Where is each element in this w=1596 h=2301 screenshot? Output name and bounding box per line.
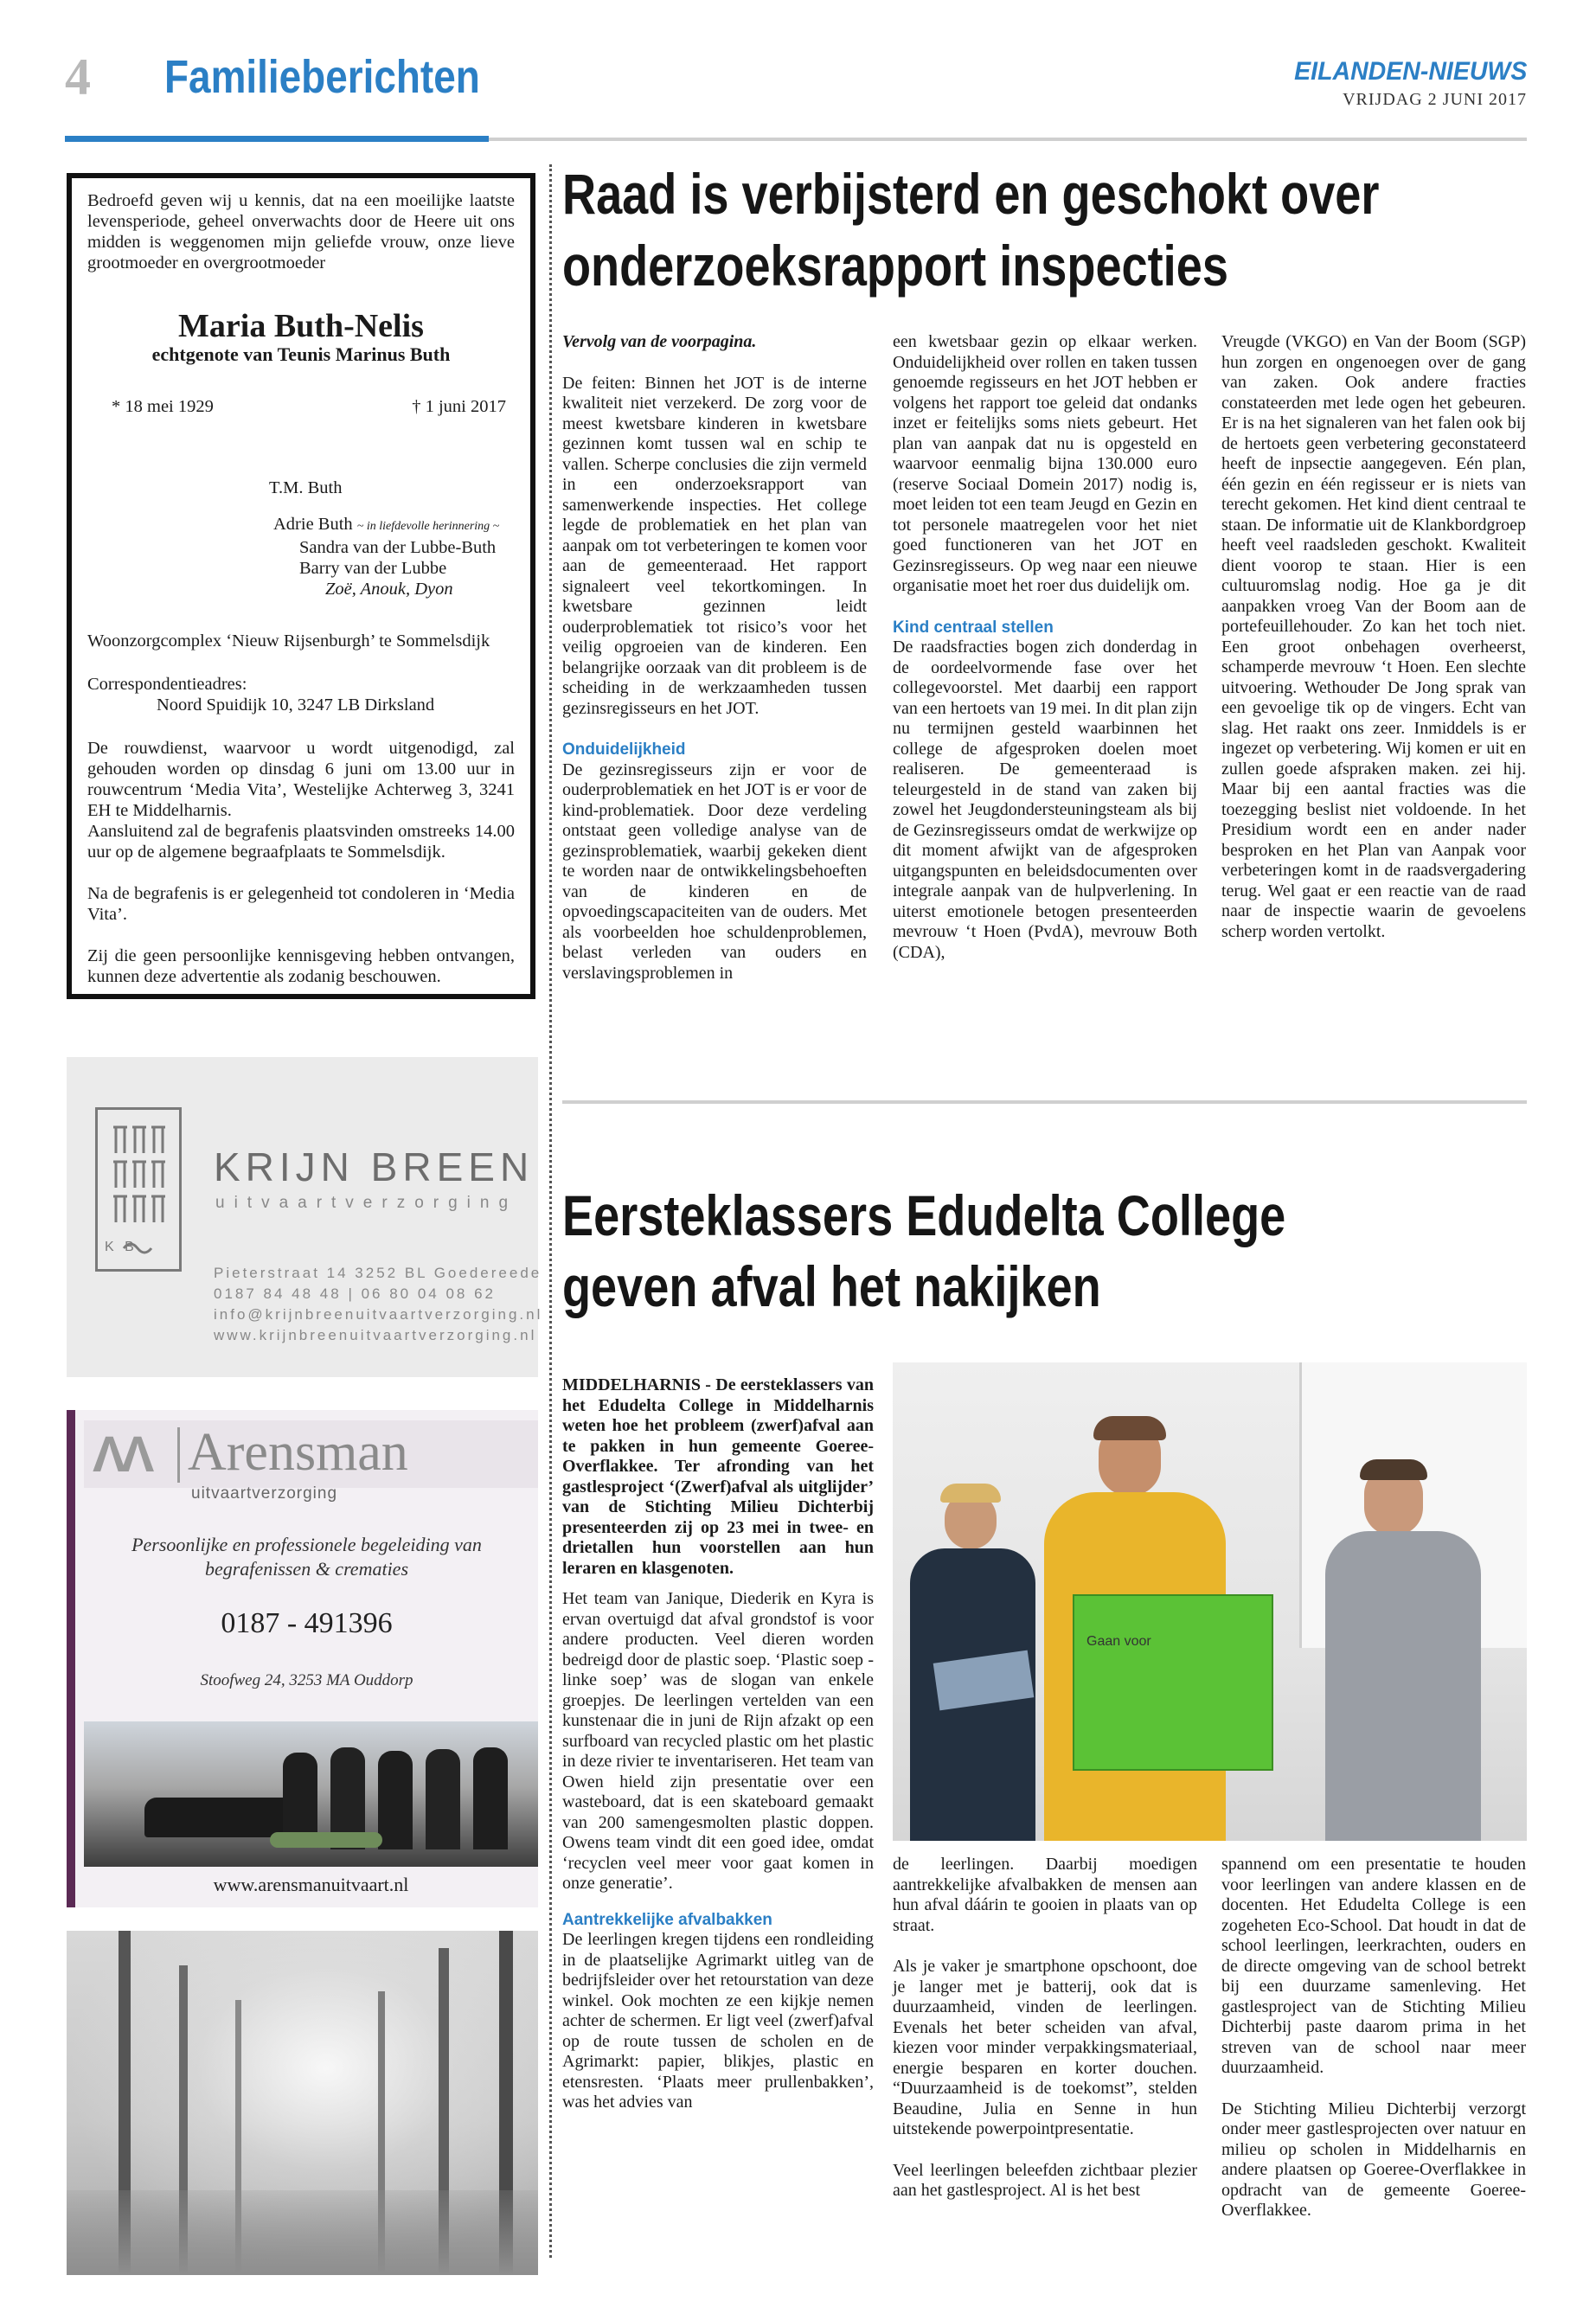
forest-floor: [67, 2190, 538, 2275]
birth-date: * 18 mei 1929: [112, 397, 214, 416]
article1-headline-line2: onderzoeksrapport inspecties: [562, 234, 1228, 298]
article1-subheading: Kind centraal stellen: [893, 618, 1054, 637]
spouse-line: echtgenote van Teunis Marinus Buth: [151, 343, 451, 365]
arensman-description: Persoonlijke en professionele begeleiding van begrafenissen & crematies: [131, 1534, 482, 1580]
ad-krijn-breen: [67, 1057, 543, 1377]
student-shirt: [1325, 1531, 1481, 1841]
article1-headline-line1: Raad is verbijsterd en geschokt over: [562, 162, 1380, 226]
arensman-phone: 0187 - 491396: [221, 1607, 393, 1639]
condolence-info: Na de begrafenis is er gelegenheid tot condoleren in ‘Media Vita’.: [87, 884, 515, 924]
article2-paragraph: Het team van Janique, Diederik en Kyra is ervan overtuigd dat afval grondstof is voor andere producten. Veel dieren worden bedreigd door de plastic soep. ‘Plastic soep - linke soep’ was de slogan van enkele groepjes. De leerlingen vertelden van een kunstenaar die in juni de Rijn afzakt op een surfboard van recycled plastic om het plastic in deze rivier te inventariseren. Het team van Owen hield zijn presentatie over een wasteboard, dat is een skateboard gemaakt van 200 samengesmolten plastic doppen. Owens team vindt dit een goed idee, omdat ‘recyclen veel meer voor gaat komen in onze generatie’.: [562, 1589, 874, 1893]
arensman-tagline: uitvaartverzorging: [191, 1484, 338, 1503]
obituary-intro: Bedroefd geven wij u kennis, dat na een moeilijke laatste levensperiode, geheel onverwachts door de Heere uit ons midden is weggenomen mijn geliefde vrouw, onze lieve grootmoeder en overgrootmoeder: [87, 191, 515, 272]
death-date: † 1 juni 2017: [412, 397, 506, 416]
family-head: T.M. Buth: [269, 478, 343, 497]
bearer-figure: [473, 1747, 508, 1849]
page-number: 4: [65, 48, 91, 106]
article2-paragraph: spannend om een presentatie te houden voor leerlingen van andere klassen en de docenten. Het Edudelta College is een zogeheten Eco-School. Dat houdt in dat de school leerlingen, leerkrachten, ouders en de directe omgeving van de school betrekt bij een duurzame samenleving. Het gastlesproject van de Stichting Milieu Dichterbij paste daarom prima in het streven van de school naar meer duurzaamheid.: [1221, 1855, 1526, 2077]
arensman-website: www.arensmanuitvaart.nl: [213, 1874, 409, 1895]
article2-column-2: [893, 1855, 1197, 2202]
header-rule: [489, 138, 1527, 141]
family-member: Sandra van der Lubbe-Buth: [299, 538, 497, 557]
article1-column-3: [1221, 332, 1526, 942]
sign-text: Gaan voor: [1086, 1634, 1151, 1649]
deceased-name: Maria Buth-Nelis: [178, 308, 424, 344]
article1-column-1: [562, 332, 867, 984]
flower-arrangement: [270, 1832, 382, 1848]
krijn-breen-website: www.krijnbreenuitvaartverzorging.nl: [214, 1327, 537, 1343]
burial-info: Aansluitend zal de begrafenis plaatsvinden omstreeks 14.00 uur op de algemene begraafplaats te Sommelsdijk.: [87, 822, 515, 862]
article-divider: [562, 1100, 1527, 1104]
article1-paragraph: een kwetsbaar gezin op elkaar werken. Onduidelijkheid over rollen en taken tussen genoemde regisseurs en het JOT hebben er volgens het rapport toe geleid dat ondanks inzet er feitelijks soms niets gebeurt. Het plan van aanpak dat nu is opgesteld en waarvoor eenmalig bijna 130.000 euro (reserve Sociaal Domein 2017) nodig is, moet leiden tot een team Jeugd en Gezin en tot personele maatregelen voor het niet goed functioneren van het JOT en Gezinsregisseurs. Op weg naar een nieuwe organisatie moet het roer dus duidelijk om.: [893, 332, 1197, 595]
logo-divider: [177, 1427, 180, 1483]
article2-column-1: [562, 1375, 874, 2113]
article2-column-3: [1221, 1855, 1526, 2221]
funeral-service: De rouwdienst, waarvoor u wordt uitgenodigd, zal gehouden worden op dinsdag 6 juni om 13.00 uur in rouwcentrum ‘Media Vita’, Westelijke Achterweg 3, 3241 EH te Middelharnis.: [87, 739, 515, 820]
memory-note: ~ in liefdevolle herinnering ~: [356, 520, 500, 533]
article2-subheading: Aantrekkelijke afvalbakken: [562, 1910, 772, 1929]
student-hair: [1093, 1416, 1166, 1440]
article2-headline-line1: Eersteklassers Edudelta College: [562, 1183, 1286, 1247]
residence: Woonzorgcomplex ‘Nieuw Rijsenburgh’ te Sommelsdijk: [87, 631, 490, 651]
article1-paragraph: Vreugde (VKGO) en Van der Boom (SGP) hun zorgen en ongenoegen over de gang van zaken. Ook andere fracties constateerden met lede ogen het gebeuren. Er is na het signaleren van het falen ook bij de hertoets geen verbetering geconstateerd heeft de inpsectie aangegeven. Eén plan, één gezin en één regisseur er is niets van terecht gekomen. Het kind dient centraal te staan. De informatie uit de Klankbordgroep heeft veel raadsleden geschokt. Kwaliteit dient voorop te staan. Hier is een cultuuromslag nodig. Hoe ga je dit aanpakken vroeg Van der Boom aan de portefeuillehouder. Zo kan het toch niet. Een groot onbehagen overheerst, schamperde mevrouw ‘t Hoen. Een slechte uitvoering. Wethouder De Jong sprak van een gevoelige tik op de vingers. Echt van slag. Het raakt ons zeer. Inmiddels is er ingezet op verbetering. Wij komen er uit en zullen goede afspraken maken. zei hij. Maar bij een aantal fracties was die toezegging beslist niet voldoende. In het Presidium wordt een en ander nader besproken en het Plan van Aanpak voor verbeteringen komt in de raadsvergadering terug. Wel gaat er een reactie van de raad naar de inspectie waarin de gevoelens scherp worden vertolkt.: [1221, 332, 1526, 941]
article2-paragraph: Veel leerlingen beleefden zichtbaar plezier aan het gastlesproject. Al is het best: [893, 2160, 1197, 2200]
article1-subheading: Onduidelijkheid: [562, 740, 686, 759]
family-member: Adrie Buth ~ in liefdevolle herinnering ~: [273, 515, 500, 534]
family-member: Barry van der Lubbe: [299, 559, 447, 578]
students-photo: [893, 1362, 1527, 1841]
ad-arensman: [67, 1410, 538, 1907]
column-divider: [549, 164, 552, 2258]
obituary-notice: [67, 173, 535, 999]
article1-paragraph: De raadsfracties bogen zich donderdag in de oordeelvormende fase over het collegevoorstel. Met daarbij een rapport van een hertoets van 19 mei. In dit plan zijn nu termijnen gesteld waarbinnen het college de afgesproken doelen moet realiseren. De gemeenteraad is teleurgesteld in de stand van zaken bij zowel het Jeugdondersteuningsteam als bij de Gezinsregisseurs omdat de werkwijze op dit moment afwijkt van de afgesproken uitgangspunten en beleidsdocumenten over integrale aanpak van de hulpverlening. In uiterst emotionele betogen presenteerden mevrouw ‘t Hoen (PvdA), mevrouw Both (CDA),: [893, 638, 1197, 962]
krijn-breen-tagline: uitvaartverzorging: [215, 1194, 518, 1212]
bearer-figure: [378, 1751, 413, 1849]
life-dates: [87, 396, 515, 417]
family-list: [273, 514, 515, 599]
section-rule: [65, 136, 489, 142]
student-hair: [1360, 1459, 1427, 1480]
arensman-logo-mark: ΛΛ: [93, 1426, 150, 1483]
issue-date: VRIJDAG 2 JUNI 2017: [1343, 90, 1527, 109]
article1-paragraph: De gezinsregisseurs zijn er voor de ouderproblematiek en het JOT is er voor de kind-problematiek. Door deze verdeling ontstaat geen volledige analyse van de gezinsproblematiek, waarbij gekeken dient te worden naar de ontwikkelingsbehoeften van de kinderen en de opvoedingscapaciteiten van de ouders. Met als voorbeelden hoe schuldenproblemen, belast verleden van ouders en verslavingsproblemen in: [562, 760, 867, 983]
article1-paragraph: De feiten: Binnen het JOT is de interne kwaliteit niet verzekerd. De zorg voor de meest kwetsbare kinderen in kwetsbare gezinnen komt tussen wal en schip te vallen. Scherpe conclusies die zijn vermeld in een onderzoeksrapport van samenwerkende inspecties. Het college legde de problematiek en het plan van aanpak om tot verbeteringen te komen voor aan de gemeenteraad. Het rapport signaleert veel tekortkomingen. In kwetsbare gezinnen leidt ouderproblematiek tot risico’s voor het veilig opgroeien van de kinderen. Een belangrijke oorzaak van dit probleem is de scheiding in de werkzaamheden tussen gezinsregisseurs en het JOT.: [562, 373, 867, 718]
grandchildren: Zoë, Anouk, Dyon: [325, 580, 453, 599]
article2-paragraph: De leerlingen kregen tijdens een rondleiding in de plaatselijke Agrimarkt uitleg van de bedrijfsleider over het retourstation van deze winkel. Ook mochten ze een kijkje nemen achter de schermen. Er ligt veel (zwerf)afval op de route tussen de scholen en de Agrimarkt: papier, blikjes, plastic en etensresten. ‘Plaats meer prullenbakken’, was het advies van: [562, 1930, 874, 2112]
correspondence-address: Noord Spuidijk 10, 3247 LB Dirksland: [157, 695, 435, 715]
article1-column-2: [893, 332, 1197, 963]
forest-photo: [67, 1931, 538, 2275]
logo-initials: K B: [105, 1240, 138, 1254]
article2-paragraph: Als je vaker je smartphone opschoont, doe je langer met je batterij, ook dat is duurzaamheid, vinden de leerlingen. Evenals het beter scheiden van afval, kiezen voor minder verpakkingsmateriaal, energie besparen en korter douchen. “Duurzaamheid is de toekomst”, stelden Beaudine, Julia en Senne in hun uitstekende powerpointpresentatie.: [893, 1957, 1197, 2138]
article2-lead: MIDDELHARNIS - De eersteklassers van het Edudelta College in Middelharnis weten hoe het probleem (zwerf)afval aan te pakken in hun gemeente Goeree-Overflakkee. Ter afronding van het gastlesproject ‘(Zwerf)afval als uitglijder’ van de Stichting Milieu Dichterbij presenteerden zij op 23 mei in twee- en drietallen hun voorstellen aan hun leraren en klasgenoten.: [562, 1375, 874, 1578]
krijn-breen-name: KRIJN BREEN: [214, 1144, 535, 1189]
correspondence-label: Correspondentieadres:: [87, 675, 247, 694]
funeral-photo: [84, 1721, 538, 1867]
krijn-breen-address: Pieterstraat 14 3252 BL Goedereede: [214, 1265, 542, 1281]
closing-note: Zij die geen persoonlijke kennisgeving hebben ontvangen, kunnen deze advertentie als zodanig beschouwen.: [87, 946, 515, 986]
article2-headline-line2: geven afval het nakijken: [562, 1254, 1101, 1318]
article2-paragraph: de leerlingen. Daarbij moedigen aantrekkelijke afvalbakken de mensen aan hun afval dáárin te gooien in plaats van op straat.: [893, 1855, 1197, 1935]
krijn-breen-email: info@krijnbreenuitvaartverzorging.nl: [214, 1306, 543, 1323]
article2-paragraph: De Stichting Milieu Dichterbij verzorgt onder meer gastlesprojecten over natuur en milieu op scholen in Middelharnis en andere plaatsen op Goeree-Overflakkee in opdracht van de gemeente Goeree-Overflakkee.: [1221, 2099, 1526, 2220]
continued-note: Vervolg van de voorpagina.: [562, 332, 757, 351]
bearer-figure: [426, 1749, 460, 1849]
newspaper-name: EILANDEN-NIEUWS: [1293, 57, 1527, 86]
arensman-address: Stoofweg 24, 3253 MA Ouddorp: [200, 1671, 413, 1689]
arensman-name: Arensman: [188, 1423, 408, 1482]
krijn-breen-logo: [95, 1107, 182, 1272]
section-title: Familieberichten: [164, 51, 480, 103]
green-sign: [1073, 1594, 1273, 1771]
student-hair: [940, 1484, 1001, 1503]
krijn-breen-phones: 0187 84 48 48 | 06 80 04 08 62: [214, 1285, 497, 1302]
